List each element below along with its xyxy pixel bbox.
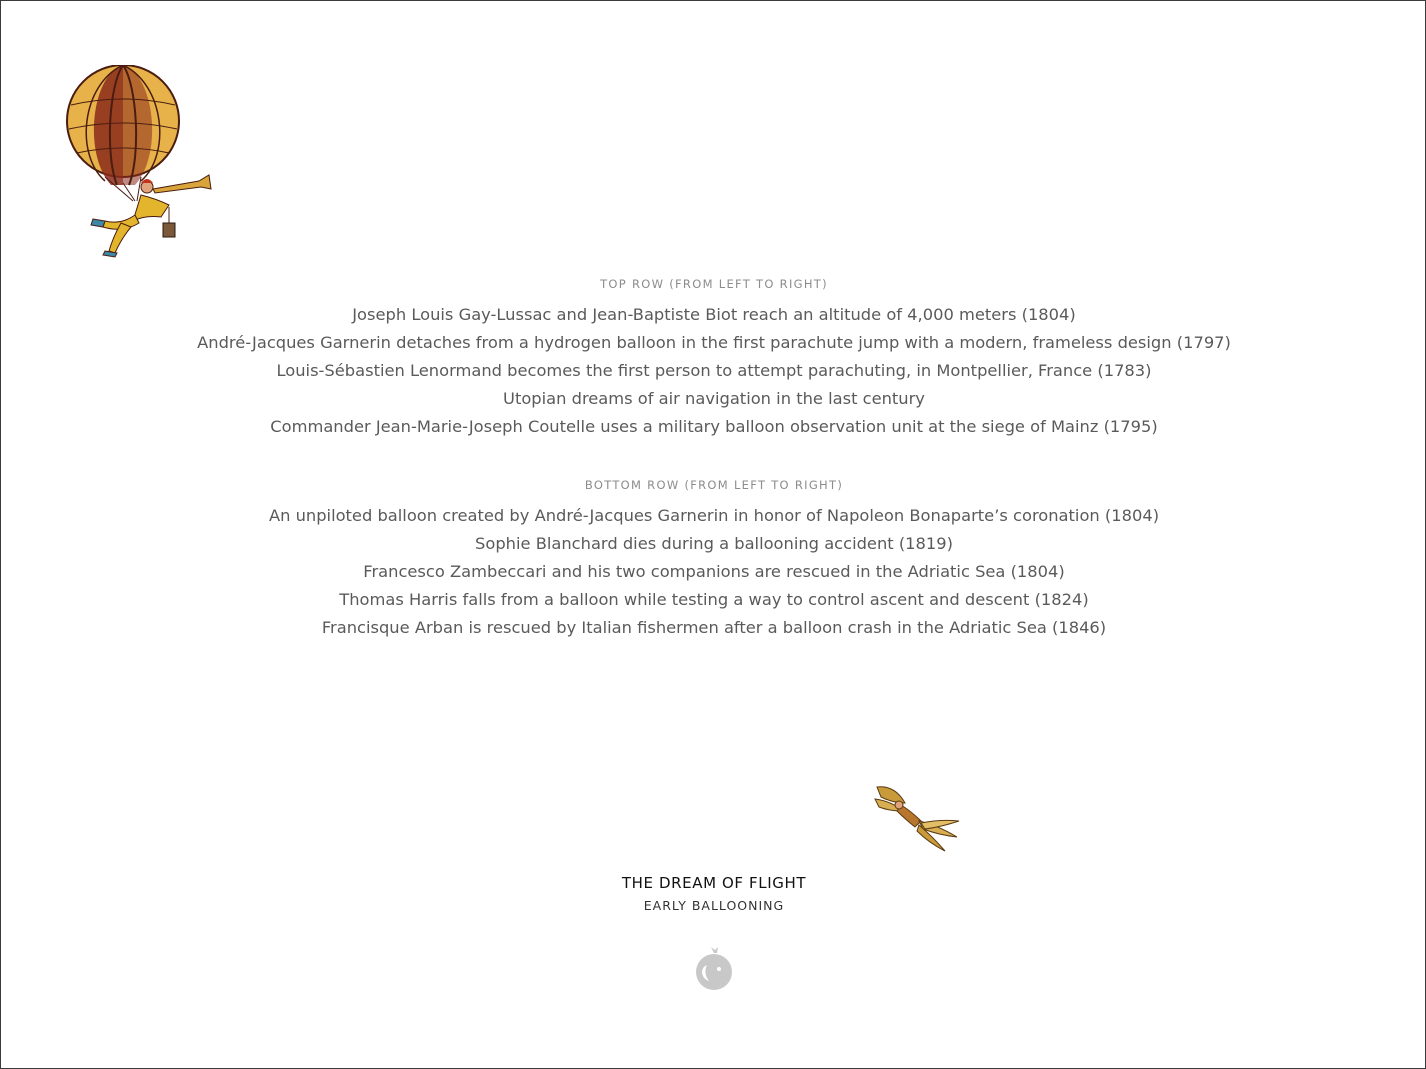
caption-item: Sophie Blanchard dies during a ballooning accident (1819) bbox=[475, 534, 953, 553]
caption-item: Francesco Zambeccari and his two companions are rescued in the Adriatic Sea (1804) bbox=[363, 562, 1065, 581]
caption-item: Thomas Harris falls from a balloon while testing a way to control ascent and descent (1824) bbox=[339, 590, 1089, 609]
caption-item: Joseph Louis Gay-Lussac and Jean-Baptiste Biot reach an altitude of 4,000 meters (1804) bbox=[352, 305, 1076, 324]
caption-item: Utopian dreams of air navigation in the last century bbox=[503, 389, 925, 408]
top-row-heading: TOP ROW (FROM LEFT TO RIGHT) bbox=[600, 277, 828, 291]
caption-item: André-Jacques Garnerin detaches from a hydrogen balloon in the first parachute jump with a modern, frameless design (1797) bbox=[197, 333, 1231, 352]
caption-item: Commander Jean-Marie-Joseph Coutelle uses a military balloon observation unit at the siege of Mainz (1795) bbox=[270, 417, 1158, 436]
caption-item: Louis-Sébastien Lenormand becomes the first person to attempt parachuting, in Montpellier, France (1783) bbox=[276, 361, 1152, 380]
bottom-row-caption-list bbox=[1, 502, 1426, 642]
winged-figure-illustration-icon bbox=[871, 781, 963, 855]
book-title: THE DREAM OF FLIGHT bbox=[621, 874, 807, 892]
caption-item: Francisque Arban is rescued by Italian fishermen after a balloon crash in the Adriatic Sea (1846) bbox=[321, 618, 1107, 637]
top-row-caption-list bbox=[1, 301, 1426, 441]
caption-item: An unpiloted balloon created by André-Jacques Garnerin in honor of Napoleon Bonaparte’s coronation (1804) bbox=[268, 506, 1160, 525]
pomegranate-logo-icon bbox=[693, 947, 735, 991]
bottom-row-heading: BOTTOM ROW (FROM LEFT TO RIGHT) bbox=[584, 478, 844, 492]
book-subtitle: EARLY BALLOONING bbox=[643, 898, 785, 913]
hot-air-balloon-illustration-icon bbox=[61, 65, 221, 261]
